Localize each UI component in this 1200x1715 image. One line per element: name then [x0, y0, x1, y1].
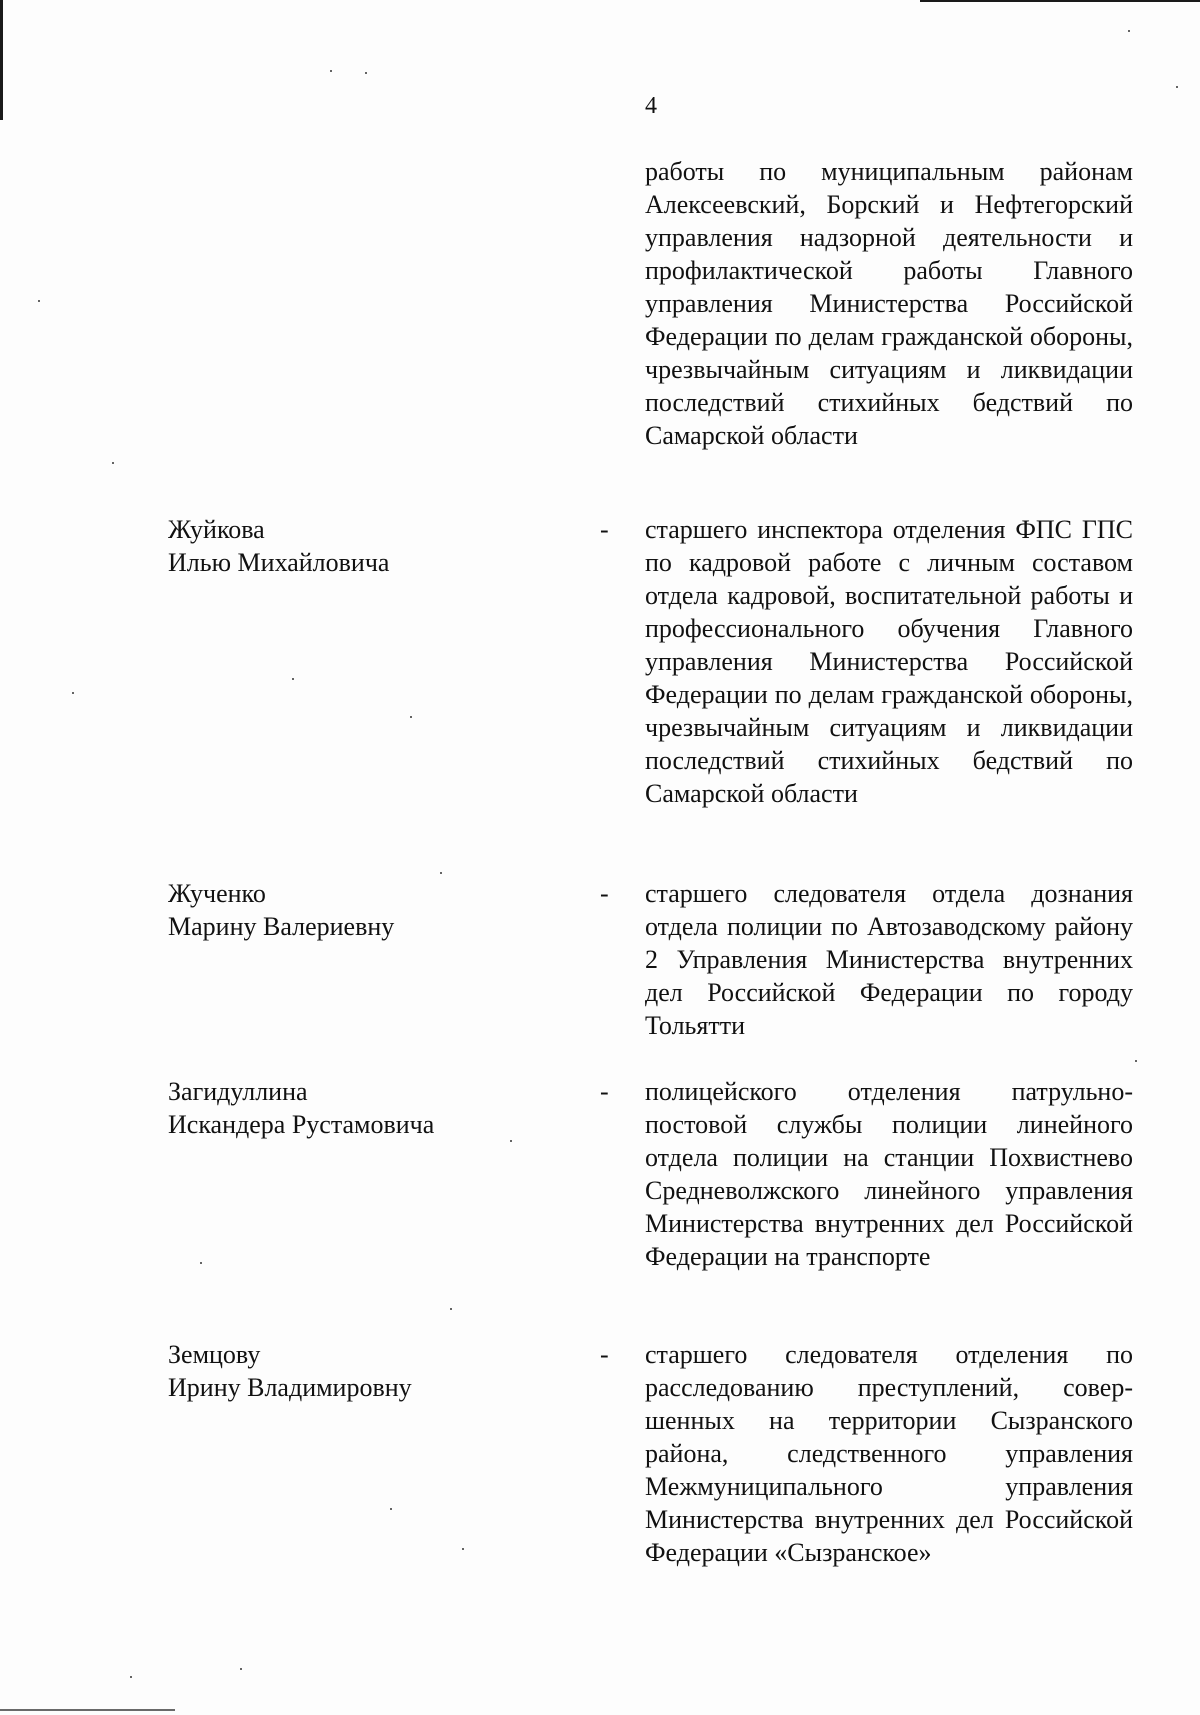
person-name	[168, 877, 394, 943]
scan-speck	[440, 872, 442, 874]
person-given-names: Марину Валериевну	[168, 912, 395, 941]
person-given-names: Ирину Владимировну	[168, 1373, 412, 1402]
scan-speck	[330, 70, 332, 72]
person-given-names: Илью Михайловича	[168, 548, 390, 577]
entry-dash: -	[600, 1340, 609, 1369]
scan-speck	[450, 1308, 452, 1310]
scan-speck	[292, 678, 294, 680]
scan-speck	[462, 1548, 464, 1550]
scan-edge-top	[920, 0, 1200, 2]
scan-speck	[38, 300, 40, 302]
scan-edge-left	[0, 0, 3, 120]
scan-speck	[1135, 1060, 1137, 1062]
person-position: старшего следователя отдела дознания отдела полиции по Автозаводскому району 2 Управления Министерства внутренних дел Российской Федерации по городу Тольятти	[645, 879, 1133, 1040]
person-position: полицейского отделения патрульно-постовой службы полиции линейного отдела полиции на станции Похвистнево Средневолжского линейного управления Министерства внутренних дел Российской Федерации на транспорте	[645, 1077, 1133, 1271]
continuation-description: работы по муниципальным районам Алексеевский, Борский и Нефтегорский управления надзорной деятельности и профилактической работы Главного управления Министерства Российской Федерации по делам гражданской обороны, чрезвычайным ситуациям и ликвидации последствий стихийных бедствий по Самарской области	[645, 157, 1133, 450]
entry-dash: -	[600, 879, 609, 908]
scan-speck	[410, 716, 412, 718]
scan-speck	[112, 462, 114, 464]
scan-speck	[72, 692, 74, 694]
entry-dash: -	[600, 1077, 609, 1106]
scan-speck	[130, 1676, 132, 1678]
person-position: старшего инспектора отделения ФПС ГПС по кадровой работе с личным составом отдела кадровой, воспитательной работы и профессионального обучения Главного управления Министерства Российской Федерации по делам гражданской обороны, чрезвычайным ситуациям и ликвидации последствий стихийных бедствий по Самарской области	[645, 515, 1133, 808]
scan-speck	[1128, 30, 1130, 32]
person-position: старшего следователя отделения по расследованию преступлений, совершенных на территории Сызранского района, следственного управления Межмуниципального управления Министерства внутренних дел Российской Федерации «Сызранское»	[645, 1340, 1133, 1567]
scan-speck	[390, 1508, 392, 1510]
person-surname: Жуйкова	[168, 515, 265, 544]
scan-edge-bottom	[0, 1709, 175, 1711]
scan-speck	[1176, 86, 1178, 88]
person-name	[168, 1075, 434, 1141]
entry-dash: -	[600, 515, 609, 544]
scan-speck	[365, 72, 367, 74]
scan-speck	[200, 1262, 202, 1264]
person-surname: Жученко	[168, 879, 266, 908]
person-given-names: Искандера Рустамовича	[168, 1110, 435, 1139]
person-surname: Загидуллина	[168, 1077, 308, 1106]
page-number: 4	[645, 93, 657, 119]
person-name	[168, 513, 389, 579]
person-surname: Земцову	[168, 1340, 261, 1369]
scan-speck	[240, 1668, 242, 1670]
person-name	[168, 1338, 412, 1404]
scan-speck	[510, 1140, 512, 1142]
